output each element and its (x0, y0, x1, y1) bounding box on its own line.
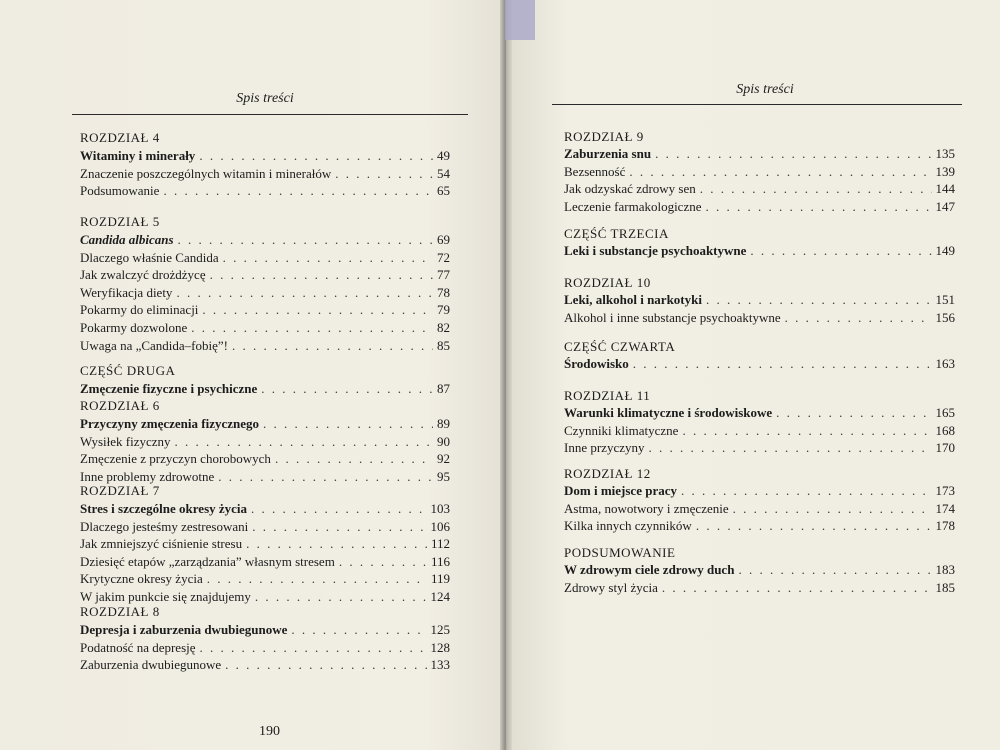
toc-entry (80, 166, 450, 182)
toc-entry-page: 135 (935, 146, 955, 161)
section-heading: CZĘŚĆ DRUGA (80, 363, 176, 378)
toc-entry-page: 85 (437, 337, 450, 353)
dot-leader (750, 243, 931, 259)
toc-entry-page: 78 (437, 284, 450, 300)
left-header-rule (72, 114, 468, 115)
section-heading: ROZDZIAŁ 8 (80, 604, 160, 619)
toc-entry (80, 622, 450, 638)
toc-entry-page: 149 (935, 243, 955, 258)
toc-entry-page: 163 (935, 356, 955, 371)
toc-entry-page: 79 (437, 302, 450, 318)
toc-entry-page: 124 (430, 589, 450, 604)
dot-leader (629, 164, 931, 180)
toc-entry (80, 338, 450, 354)
page-number: 190 (259, 724, 280, 739)
toc-entry (564, 310, 955, 326)
toc-entry-title: Inne problemy zdrowotne (80, 468, 215, 484)
dot-leader (706, 199, 932, 215)
toc-entry-title: Zaburzenia snu (564, 146, 652, 161)
toc-entry-page: 116 (430, 553, 450, 569)
toc-entry-title: Jak odzyskać zdrowy sen (564, 181, 696, 197)
dot-leader (176, 285, 433, 301)
toc-entry-title: Stres i szczególne okresy życia (80, 501, 248, 516)
book-binding-edge (505, 0, 535, 40)
dot-leader (738, 562, 931, 578)
toc-entry-page: 174 (935, 500, 955, 516)
toc-entry-title: Leki, alkohol i narkotyki (564, 292, 702, 307)
toc-entry-title: Inne przyczyny (564, 440, 645, 456)
toc-entry (564, 181, 955, 197)
toc-entry-title: Czynniki klimatyczne (564, 422, 679, 438)
toc-entry-page: 65 (437, 183, 450, 199)
toc-entry-title: Krytyczne okresy życia (80, 571, 203, 587)
toc-entry (80, 554, 450, 570)
toc-entry-title: Pokarmy dozwolone (80, 320, 188, 335)
toc-entry-title: Weryfikacja diety (80, 284, 173, 300)
toc-entry-title: Jak zwalczyć drożdżycę (80, 267, 206, 283)
dot-leader (706, 292, 932, 308)
dot-leader (207, 571, 427, 587)
toc-entry (564, 146, 955, 162)
toc-entry (564, 518, 955, 534)
toc-entry (564, 440, 955, 456)
dot-leader (261, 381, 433, 397)
toc-entry-title: Astma, nowotwory i zmęczenie (564, 500, 729, 516)
dot-leader (246, 536, 427, 552)
toc-entry (564, 292, 955, 308)
toc-entry-page: 128 (430, 639, 450, 655)
dot-leader (633, 356, 932, 372)
toc-entry (80, 183, 450, 199)
dot-leader (163, 183, 433, 199)
dot-leader (662, 580, 932, 596)
toc-entry-page: 156 (935, 309, 955, 325)
toc-entry-page: 119 (430, 571, 450, 587)
toc-entry-title: Leki i substancje psychoaktywne (564, 243, 747, 258)
toc-entry-title: Leczenie farmakologiczne (564, 198, 702, 214)
dot-leader (223, 250, 433, 266)
dot-leader (700, 181, 932, 197)
toc-entry-page: 103 (430, 501, 450, 516)
toc-entry-page: 173 (935, 483, 955, 498)
toc-entry-title: Dom i miejsce pracy (564, 483, 677, 498)
toc-entry (80, 589, 450, 605)
book-gutter (500, 0, 512, 750)
section-heading: ROZDZIAŁ 6 (80, 398, 160, 413)
toc-entry (80, 571, 450, 587)
toc-entry (80, 434, 450, 450)
dot-leader (655, 146, 931, 162)
dot-leader (199, 148, 433, 164)
toc-entry-title: Zaburzenia dwubiegunowe (80, 657, 222, 673)
toc-entry-title: Zdrowy styl życia (564, 579, 658, 595)
dot-leader (785, 310, 932, 326)
toc-entry-page: 54 (437, 165, 450, 181)
toc-entry (80, 267, 450, 283)
toc-entry-page: 106 (430, 518, 450, 534)
toc-entry-page: 69 (437, 232, 450, 247)
dot-leader (291, 622, 426, 638)
toc-entry (564, 562, 955, 578)
toc-entry-title: Podatność na depresję (80, 639, 196, 655)
dot-leader (218, 469, 433, 485)
dot-leader (225, 657, 426, 673)
dot-leader (681, 483, 932, 499)
dot-leader (263, 416, 433, 432)
right-page (509, 0, 1000, 750)
toc-entry-page: 82 (437, 320, 450, 335)
toc-entry-page: 90 (437, 433, 450, 449)
section-heading: ROZDZIAŁ 11 (564, 388, 651, 403)
section-heading: CZĘŚĆ CZWARTA (564, 339, 676, 354)
dot-leader (335, 166, 433, 182)
dot-leader (232, 338, 433, 354)
toc-entry (80, 232, 450, 248)
toc-entry-title: Candida albicans (80, 232, 174, 247)
dot-leader (339, 554, 427, 570)
toc-entry (80, 250, 450, 266)
toc-entry-title: Uwaga na „Candida–fobię”! (80, 337, 228, 353)
toc-entry-title: Pokarmy do eliminacji (80, 302, 199, 318)
dot-leader (210, 267, 433, 283)
toc-entry (564, 580, 955, 596)
toc-entry (80, 657, 450, 673)
dot-leader (251, 501, 426, 517)
dot-leader (191, 320, 433, 336)
toc-entry-title: Zmęczenie z przyczyn chorobowych (80, 451, 271, 467)
toc-entry (80, 302, 450, 318)
toc-entry-title: W jakim punkcie się znajdujemy (80, 589, 251, 604)
section-heading: ROZDZIAŁ 7 (80, 483, 160, 498)
toc-entry-title: Alkohol i inne substancje psychoaktywne (564, 309, 781, 325)
toc-entry-page: 168 (935, 422, 955, 438)
dot-leader (776, 405, 931, 421)
toc-entry-title: W zdrowym ciele zdrowy duch (564, 562, 735, 577)
toc-entry (564, 199, 955, 215)
dot-leader (175, 434, 433, 450)
toc-entry (564, 164, 955, 180)
toc-entry (80, 519, 450, 535)
toc-entry-page: 92 (437, 451, 450, 467)
right-header-rule (552, 104, 962, 105)
toc-entry-page: 87 (437, 381, 450, 396)
section-heading: ROZDZIAŁ 4 (80, 130, 160, 145)
toc-entry-page: 151 (935, 292, 955, 307)
toc-entry (80, 451, 450, 467)
section-heading: ROZDZIAŁ 10 (564, 275, 651, 290)
toc-entry-page: 144 (935, 181, 955, 197)
toc-entry-title: Jak zmniejszyć ciśnienie stresu (80, 536, 243, 552)
toc-entry (80, 416, 450, 432)
toc-entry-title: Depresja i zaburzenia dwubiegunowe (80, 622, 288, 637)
dot-leader (200, 640, 427, 656)
toc-entry-page: 125 (430, 622, 450, 637)
left-running-head: Spis treści (236, 91, 294, 106)
dot-leader (178, 232, 433, 248)
toc-entry-title: Witaminy i minerały (80, 148, 196, 163)
toc-entry-title: Podsumowanie (80, 183, 160, 199)
right-running-head: Spis treści (736, 82, 794, 97)
dot-leader (275, 451, 433, 467)
toc-entry-page: 147 (935, 198, 955, 214)
toc-entry (80, 536, 450, 552)
toc-entry-page: 133 (430, 657, 450, 673)
section-heading: CZĘŚĆ TRZECIA (564, 226, 669, 241)
toc-entry (80, 285, 450, 301)
toc-entry (80, 148, 450, 164)
toc-entry (564, 423, 955, 439)
toc-entry-page: 112 (430, 536, 450, 552)
toc-entry (564, 405, 955, 421)
toc-entry-title: Warunki klimatyczne i środowiskowe (564, 405, 773, 420)
toc-entry-title: Zmęczenie fizyczne i psychiczne (80, 381, 258, 396)
section-heading: PODSUMOWANIE (564, 545, 676, 560)
toc-entry-page: 89 (437, 416, 450, 431)
section-heading: ROZDZIAŁ 5 (80, 214, 160, 229)
toc-entry (80, 381, 450, 397)
toc-entry-page: 77 (437, 267, 450, 283)
toc-entry-title: Wysiłek fizyczny (80, 433, 171, 449)
toc-entry (80, 501, 450, 517)
toc-entry-page: 72 (437, 249, 450, 265)
toc-entry-page: 139 (935, 163, 955, 179)
dot-leader (696, 518, 932, 534)
dot-leader (649, 440, 932, 456)
toc-entry-title: Środowisko (564, 356, 629, 371)
dot-leader (682, 423, 931, 439)
toc-entry-title: Dziesięć etapów „zarządzania” własnym stresem (80, 553, 335, 569)
toc-entry-title: Znaczenie poszczególnych witamin i minerałów (80, 165, 332, 181)
toc-entry (564, 356, 955, 372)
toc-entry-page: 178 (935, 518, 955, 534)
toc-entry-page: 49 (437, 148, 450, 163)
toc-entry-title: Dlaczego jesteśmy zestresowani (80, 518, 249, 534)
toc-entry-page: 183 (935, 562, 955, 577)
dot-leader (733, 501, 932, 517)
toc-entry-page: 95 (437, 468, 450, 484)
section-heading: ROZDZIAŁ 12 (564, 466, 651, 481)
toc-entry (564, 243, 955, 259)
toc-entry-title: Bezsenność (564, 163, 626, 179)
toc-entry (564, 501, 955, 517)
toc-entry (80, 320, 450, 336)
toc-entry (564, 483, 955, 499)
dot-leader (252, 519, 426, 535)
toc-entry-title: Przyczyny zmęczenia fizycznego (80, 416, 260, 431)
toc-entry-title: Kilka innych czynników (564, 518, 692, 534)
section-heading: ROZDZIAŁ 9 (564, 129, 644, 144)
toc-entry-page: 185 (935, 579, 955, 595)
dot-leader (255, 589, 427, 605)
toc-entry-page: 170 (935, 440, 955, 456)
dot-leader (202, 302, 433, 318)
toc-entry-title: Dlaczego właśnie Candida (80, 249, 219, 265)
toc-entry (80, 640, 450, 656)
toc-entry-page: 165 (935, 405, 955, 420)
